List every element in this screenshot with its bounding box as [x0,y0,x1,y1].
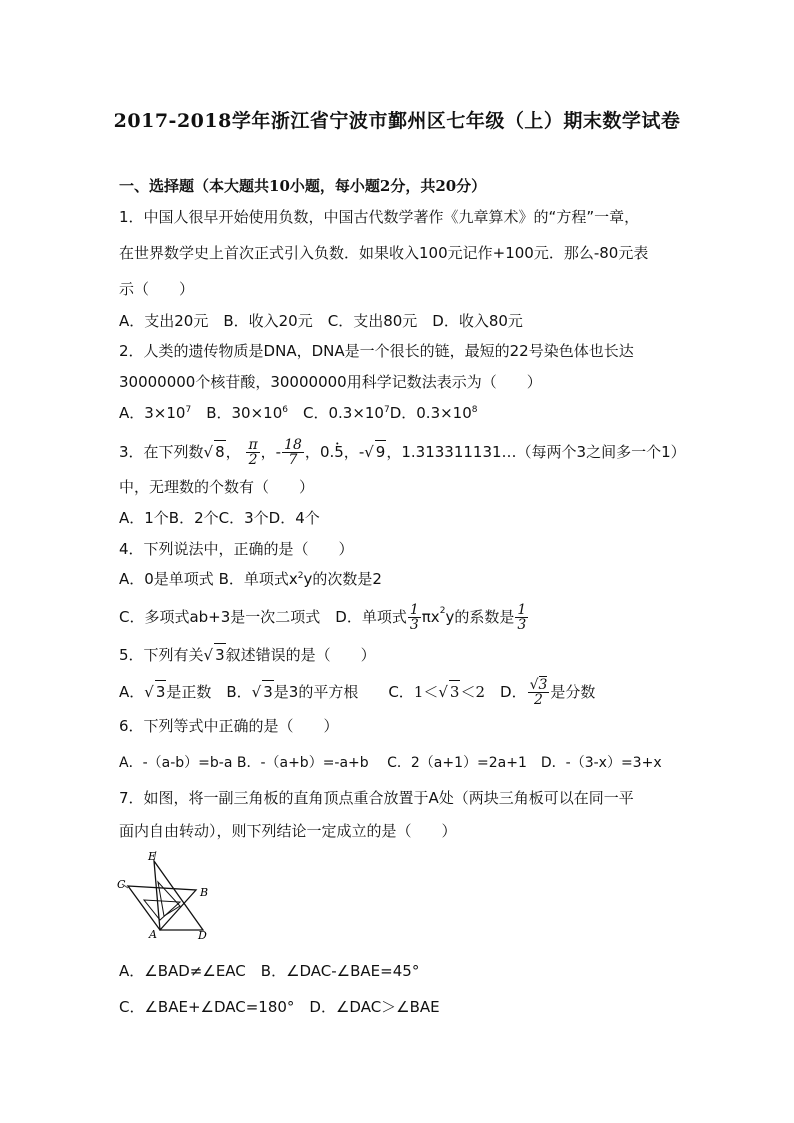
plate-ead [154,861,203,930]
q3-line2: 中，无理数的个数有（ ） [119,478,315,496]
q4-line1: 4．下列说法中，正确的是（ ） [119,540,354,558]
section-heading: 一、选择题（本大题共10小题，每小题2分，共20分） [119,177,487,195]
q1-options: A．支出20元 B．收入20元 C．支出80元 D．收入80元 [119,312,523,330]
sqrt-3: √ 3 [204,643,226,666]
q7-options-ab: A．∠BAD≠∠EAC B．∠DAC-∠BAE=45° [119,962,420,980]
sqrt-8: √ 8 [204,440,226,463]
label-c: C [117,878,126,891]
q5-line1: 5．下列有关√ 3叙述错误的是（ ） [119,643,376,666]
q4-options-cd: C．多项式ab+3是一次二项式 D．单项式 $\frac{1}{3}$ $\pi x^2y$的系数是 $\frac{1}{3}$ [119,602,527,633]
q2-options: A．$3\times 10^7$ B．$30\times 10^6$ C．$0.3\times 10^7D$．$0.3\times 10^8$ [119,404,478,422]
frac-sqrt3-over-2: $\frac{√3}{2}$ [529,677,548,708]
q7-line2: 面内自由转动），则下列结论一定成立的是（ ） [119,822,457,840]
q1-line2: 在世界数学史上首次正式引入负数．如果收入100元记作+100元．那么-80元表 [119,244,649,262]
frac-pi-over-2: $\frac{\pi}{2}$ [248,437,258,468]
triangle-figure [114,846,214,946]
frac-1-over-3: $\frac{1}{3}$ [409,602,419,633]
q2-line1: 2．人类的遗传物质是DNA，DNA是一个很长的链，最短的22号染色体也长达 [119,342,634,360]
q3-line1: 3．在下列数√ 8， $\frac{\pi}{2}$ ，- $\frac{18}{7}$ ，0.• 5，-√ 9，1.313311131…（每两个3之间多一个1） [119,438,686,467]
label-d: D [198,929,207,942]
q3-options: A．1个B．2个C．3个D．4个 [119,509,320,527]
frac-1-over-3-b: $\frac{1}{3}$ [517,602,527,633]
q6-line1: 6．下列等式中正确的是（ ） [119,717,339,735]
label-b: B [200,886,209,899]
q5-options: A．√ 3是正数 B．√ 3是3的平方根 C．1＜√ 3＜2 D． $\frac{√3}{2}$ 是分数 [119,677,596,708]
repeating-5: • 5 [334,443,344,461]
label-a: A [149,928,157,941]
q1-line3: 示（ ） [119,280,195,298]
q2-line2: 30000000个核苷酸，30000000用科学记数法表示为（ ） [119,373,542,391]
q6-options: A．-（a-b）=b-a B．-（a+b）=-a+b C．2（a+1）=2a+1 D．-（3-x）=3+x [119,755,662,771]
q7-line1: 7．如图，将一副三角板的直角顶点重合放置于A处（两块三角板可以在同一平 [119,789,634,807]
sqrt-9: √ 9 [364,440,386,463]
frac-18-over-7: $\frac{18}{7}$ [284,437,302,468]
plate-cab [128,886,196,930]
q4-options-ab: A．0是单项式 B．单项式$x^2y$的次数是2 [119,570,382,588]
q7-options-cd: C．∠BAE+∠DAC=180° D．∠DAC＞∠BAE [119,998,440,1016]
exam-title: 2017-2018学年浙江省宁波市鄞州区七年级（上）期末数学试卷 [113,110,681,132]
label-e: E [148,850,157,863]
q1-line1: 1．中国人很早开始使用负数，中国古代数学著作《九章算术》的“方程”一章， [119,208,640,226]
